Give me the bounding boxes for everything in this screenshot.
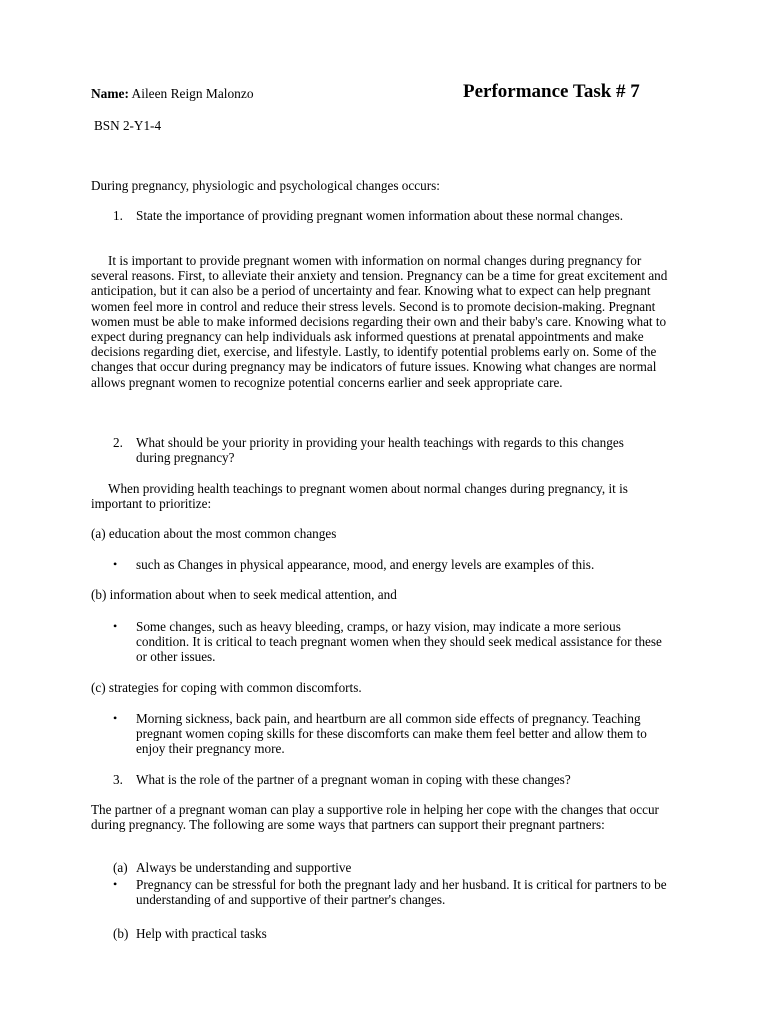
- question-1-answer: It is important to provide pregnant women with information on normal changes during pregnancy for several reasons. First, to alleviate their anxiety and tension. Pregnancy can be a time for great excitement and anticipation, but it can also be a period of uncertainty and fear. Knowing what to expect can help pregnant women feel more in control and reduce their stress levels. Second is to promote decision-making. Pregnant women must be able to make informed decisions regarding their own and their baby's care. Knowing what to expect during pregnancy can help individuals ask informed questions at prenatal appointments and make decisions regarding diet, exercise, and lifestyle. Lastly, to identify potential problems early on. Some of the changes that occur during pregnancy may be indicators of future issues. Knowing what changes are normal allows pregnant women to recognize potential concerns earlier and seek appropriate care.: [91, 253, 668, 390]
- question-2-text: What should be your priority in providing your health teachings with regards to this changes during pregnancy?: [136, 435, 624, 466]
- support-a-detail: Pregnancy can be stressful for both the pregnant lady and her husband. It is critical for partners to be understanding of and supportive of their partner's changes.: [136, 877, 667, 908]
- priority-c-label: (c) strategies for coping with common discomforts.: [91, 680, 362, 695]
- question-1-text: State the importance of providing pregnant women information about these normal changes.: [136, 208, 624, 223]
- bullet-icon: •: [113, 711, 118, 725]
- priority-c-detail: Morning sickness, back pain, and heartburn are all common side effects of pregnancy. Teaching pregnant women coping skills for these discomforts can make them feel better and allow them to enjoy their pregnancy more.: [136, 711, 647, 757]
- student-name: [91, 86, 254, 101]
- support-b-marker: (b): [113, 926, 129, 941]
- bullet-icon: •: [113, 877, 118, 891]
- priority-b-label: (b) information about when to seek medical attention, and: [91, 587, 397, 602]
- question-3-answer-intro: The partner of a pregnant woman can play a supportive role in helping her cope with the changes that occur during pregnancy. The following are some ways that partners can support their pregnant partners:: [91, 802, 659, 833]
- name-value: Aileen Reign Malonzo: [131, 86, 254, 101]
- question-3-text: What is the role of the partner of a pregnant woman in coping with these changes?: [136, 772, 571, 787]
- question-3-number: 3.: [113, 772, 123, 787]
- support-a-label: Always be understanding and supportive: [136, 860, 352, 875]
- bullet-icon: •: [113, 557, 118, 571]
- bullet-icon: •: [113, 619, 118, 633]
- support-a-marker: (a): [113, 860, 128, 875]
- priority-b-detail: Some changes, such as heavy bleeding, cramps, or hazy vision, may indicate a more serious condition. It is critical to teach pregnant women when they should seek medical assistance for these or other issues.: [136, 619, 662, 665]
- priority-a-detail: such as Changes in physical appearance, mood, and energy levels are examples of this.: [136, 557, 595, 572]
- question-2-answer-intro: When providing health teachings to pregnant women about normal changes during pregnancy, it is important to prioritize:: [91, 481, 628, 512]
- name-label: Name:: [91, 86, 129, 101]
- section-code: BSN 2-Y1-4: [94, 118, 162, 133]
- support-b-label: Help with practical tasks: [136, 926, 267, 941]
- task-title: Performance Task # 7: [463, 81, 640, 102]
- question-1-number: 1.: [113, 208, 123, 223]
- intro-text: During pregnancy, physiologic and psychological changes occurs:: [91, 178, 440, 193]
- priority-a-label: (a) education about the most common changes: [91, 526, 337, 541]
- question-2-number: 2.: [113, 435, 123, 450]
